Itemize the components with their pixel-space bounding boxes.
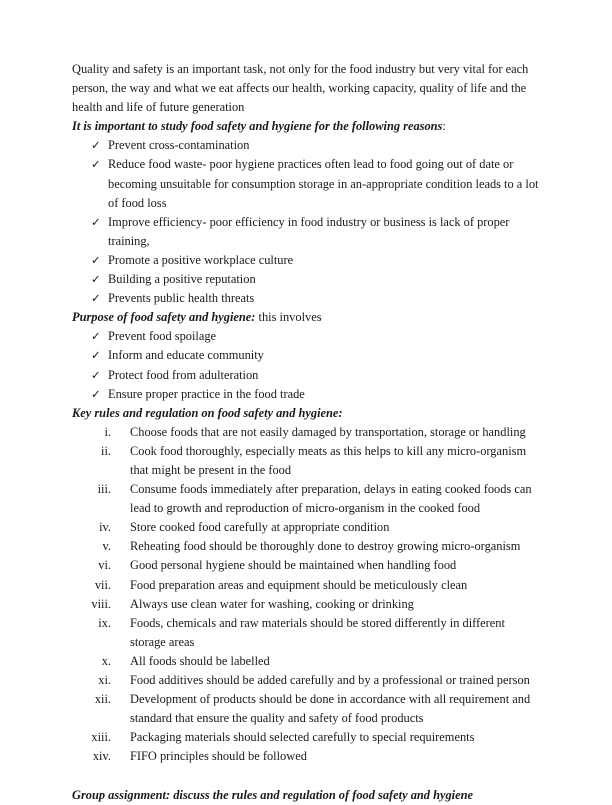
table-row: [72, 690, 540, 728]
section-heading-purpose: [72, 308, 540, 327]
table-row: [72, 728, 540, 747]
list-marker: iii.: [97, 482, 111, 497]
list-item-text: Protect food from adulteration: [108, 367, 259, 382]
check-mark-icon: ✓: [91, 291, 101, 306]
list-item-text: Reduce food waste- poor hygiene practices often lead to food going out of date or becoming unsuitable for consumption storage in an-appropriate condition leads to a lot of food loss: [108, 157, 539, 210]
check-mark-icon: ✓: [91, 329, 101, 344]
list-item-text: Cook food thoroughly, especially meats as this helps to kill any micro-organism that might be present in the food: [130, 443, 527, 477]
list-item: [72, 270, 540, 289]
section-heading-reasons-colon: :: [442, 119, 446, 134]
list-marker: x.: [101, 653, 111, 668]
section-heading-reasons: [72, 117, 540, 136]
list-item-text: Inform and educate community: [108, 348, 264, 363]
list-marker: i.: [104, 424, 111, 439]
purpose-list: [72, 327, 540, 403]
list-item-text: Always use clean water for washing, cooking or drinking: [130, 596, 414, 611]
list-item-text: Building a positive reputation: [108, 272, 256, 287]
check-mark-icon: ✓: [91, 272, 101, 287]
list-marker: vii.: [94, 577, 111, 592]
list-marker: xiv.: [92, 749, 111, 764]
section-heading-rules: Key rules and regulation on food safety and hygiene:: [72, 405, 343, 420]
list-item-text: Choose foods that are not easily damaged by transportation, storage or handling: [130, 424, 526, 439]
list-item: [72, 289, 540, 308]
table-row: [72, 671, 540, 690]
list-marker: xi.: [98, 673, 111, 687]
rules-list: [72, 423, 540, 767]
list-item-text: FIFO principles should be followed: [130, 749, 307, 764]
list-item: [72, 346, 540, 365]
check-mark-icon: ✓: [91, 348, 101, 363]
section-heading-reasons-emphasis: It is important to study food safety and hygiene for the following reasons: [72, 119, 443, 134]
list-item-text: Packaging materials should selected carefully to special requirements: [130, 730, 475, 745]
list-item: [72, 251, 540, 270]
reasons-list: [72, 136, 540, 308]
list-item-text: Prevents public health threats: [108, 291, 255, 306]
list-item-text: Improve efficiency- poor efficiency in food industry or business is lack of proper training,: [108, 214, 510, 248]
list-marker: xii.: [94, 692, 111, 707]
list-item: [72, 155, 540, 212]
table-row: [72, 423, 540, 442]
list-item-text: Prevent food spoilage: [108, 329, 217, 344]
list-item-text: Ensure proper practice in the food trade: [108, 386, 305, 401]
check-mark-icon: ✓: [91, 386, 101, 401]
list-item: [72, 213, 540, 251]
list-item-text: Consume foods immediately after preparation, delays in eating cooked foods can lead to growth and reproduction of micro-organism in the cooked food: [130, 482, 532, 516]
list-marker: vi.: [98, 558, 111, 573]
paragraph-spacer: [72, 766, 540, 785]
table-row: [72, 614, 540, 652]
list-item-text: Store cooked food carefully at appropriate condition: [130, 520, 390, 535]
list-item-text: Foods, chemicals and raw materials should be stored differently in different storage areas: [130, 615, 505, 649]
table-row: [72, 442, 540, 480]
table-row: [72, 576, 540, 595]
list-item-text: Prevent cross-contamination: [108, 138, 250, 153]
list-item-text: Reheating food should be thoroughly done to destroy growing micro-organism: [130, 539, 521, 554]
list-marker: ii.: [101, 443, 111, 458]
list-item-text: Food additives should be added carefully and by a professional or trained person: [130, 673, 530, 687]
table-row: [72, 595, 540, 614]
list-item: [72, 385, 540, 404]
list-marker: ix.: [98, 615, 111, 630]
list-marker: v.: [102, 539, 111, 554]
table-row: [72, 747, 540, 766]
table-row: [72, 556, 540, 575]
section-heading-purpose-tail: this involves: [255, 310, 322, 325]
check-mark-icon: ✓: [91, 157, 101, 172]
table-row: [72, 480, 540, 518]
list-item-text: Development of products should be done in accordance with all requirement and standard that ensure the quality and safety of food products: [130, 692, 531, 726]
list-item-text: Good personal hygiene should be maintained when handling food: [130, 558, 457, 573]
list-marker: xiii.: [91, 730, 111, 745]
intro-paragraph: Quality and safety is an important task, not only for the food industry but very vital for each person, the way and what we eat affects our health, working capacity, quality of life and the health and life of future generation: [72, 62, 529, 115]
list-item: [72, 327, 540, 346]
list-item: [72, 366, 540, 385]
document-body: [72, 60, 540, 805]
table-row: [72, 652, 540, 671]
list-item-text: Food preparation areas and equipment should be meticulously clean: [130, 577, 468, 592]
table-row: [72, 537, 540, 556]
list-item-text: All foods should be labelled: [130, 653, 270, 668]
check-mark-icon: ✓: [91, 252, 101, 267]
table-row: [72, 518, 540, 537]
list-marker: viii.: [91, 596, 111, 611]
check-mark-icon: ✓: [91, 367, 101, 382]
list-marker: iv.: [99, 520, 111, 535]
list-item: [72, 136, 540, 155]
list-item-text: Promote a positive workplace culture: [108, 252, 294, 267]
check-mark-icon: ✓: [91, 214, 101, 229]
section-heading-purpose-emphasis: Purpose of food safety and hygiene:: [72, 310, 256, 325]
check-mark-icon: ✓: [91, 138, 101, 153]
closing-assignment-line: Group assignment: discuss the rules and regulation of food safety and hygiene: [72, 787, 474, 802]
